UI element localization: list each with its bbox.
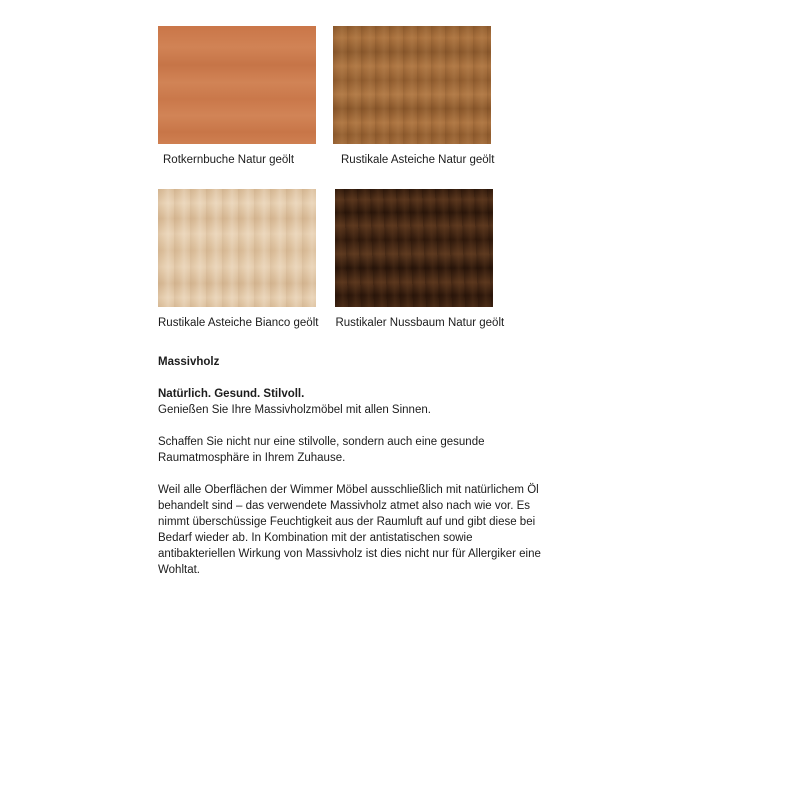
swatch-item-asteiche-bianco[interactable] <box>158 189 318 330</box>
paragraph-2: Weil alle Oberflächen der Wimmer Möbel ausschließlich mit natürlichem Öl behandelt sind – das verwendete Massivholz atmet also nach wie vor. Es nimmt überschüssige Feuchtigkeit aus der Raumluft auf und gibt diese bei Bedarf wieder ab. In Kombination mit der antistatischen sowie antibakteriellen Wirkung von Massivholz ist dies nicht nur für Allergiker eine Wohltat. <box>158 484 541 576</box>
lead-text: Genießen Sie Ihre Massivholzmöbel mit allen Sinnen. <box>158 404 431 416</box>
section-title: Massivholz <box>158 356 220 368</box>
swatch-item-rotkernbuche[interactable] <box>158 26 316 167</box>
swatch-item-nussbaum[interactable] <box>335 189 504 330</box>
swatch-caption: Rotkernbuche Natur geölt <box>163 154 295 166</box>
swatch-row <box>158 189 578 330</box>
tagline: Natürlich. Gesund. Stilvoll. <box>158 388 305 400</box>
swatch-row <box>158 26 578 167</box>
swatch-caption: Rustikale Asteiche Bianco geölt <box>158 317 319 329</box>
wood-swatch-nussbaum-icon[interactable] <box>335 189 493 307</box>
paragraph-1: Schaffen Sie nicht nur eine stilvolle, sondern auch eine gesunde Raumatmosphäre in Ihrem Zuhause. <box>158 436 485 464</box>
wood-swatch-asteiche-natur-icon[interactable] <box>333 26 491 144</box>
wood-swatch-grid <box>158 26 578 352</box>
swatch-item-asteiche-natur[interactable] <box>333 26 494 167</box>
massivholz-text-block <box>158 355 558 578</box>
swatch-caption: Rustikale Asteiche Natur geölt <box>341 154 495 166</box>
wood-swatch-asteiche-bianco-icon[interactable] <box>158 189 316 307</box>
wood-swatch-rotkernbuche-icon[interactable] <box>158 26 316 144</box>
swatch-caption: Rustikaler Nussbaum Natur geölt <box>335 317 505 329</box>
